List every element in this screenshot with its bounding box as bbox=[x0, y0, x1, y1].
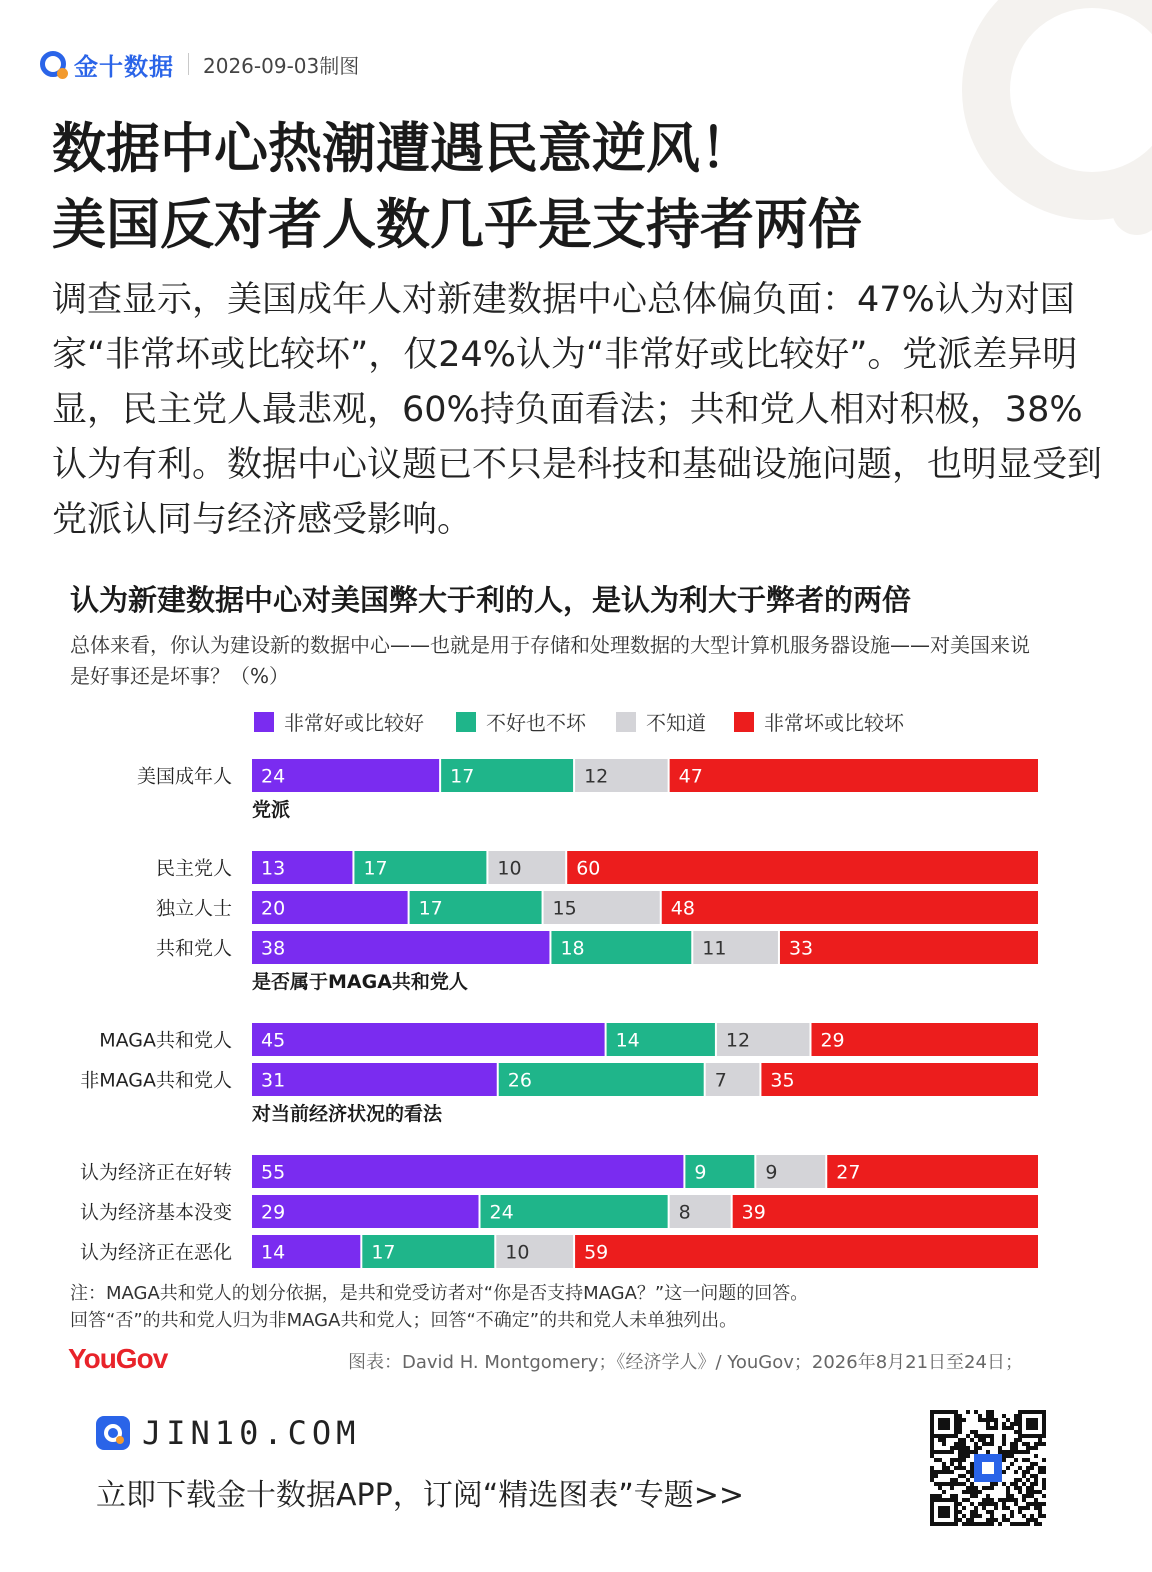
row-label: 共和党人 bbox=[155, 937, 232, 960]
data-label: 29 bbox=[820, 1029, 845, 1052]
group-heading: 是否属于MAGA共和党人 bbox=[252, 971, 468, 993]
bar-segment bbox=[252, 1155, 683, 1188]
legend-swatch-dont-know bbox=[616, 712, 636, 732]
legend-swatch-bad bbox=[734, 712, 754, 732]
legend-item-neutral bbox=[456, 707, 586, 736]
data-label: 35 bbox=[770, 1069, 795, 1092]
headline bbox=[52, 110, 1052, 262]
stacked-bar-chart bbox=[0, 740, 1152, 1270]
site-url[interactable]: JIN10.COM bbox=[142, 1414, 361, 1452]
data-label: 12 bbox=[584, 765, 609, 788]
group-heading: 对当前经济状况的看法 bbox=[252, 1103, 443, 1125]
bar-segment bbox=[252, 1023, 605, 1056]
brand-divider bbox=[188, 53, 189, 75]
legend-item-good bbox=[254, 707, 424, 736]
bar-segment bbox=[252, 931, 549, 964]
legend-label-good: 非常好或比较好 bbox=[284, 711, 424, 735]
data-label: 27 bbox=[836, 1161, 861, 1184]
jin10-logo-icon bbox=[40, 51, 66, 77]
bar-segment bbox=[575, 1235, 1038, 1268]
headline-line-1: 数据中心热潮遭遇民意逆风！ bbox=[52, 116, 754, 180]
data-label: 55 bbox=[261, 1161, 286, 1184]
data-label: 48 bbox=[670, 897, 695, 920]
data-label: 33 bbox=[788, 937, 814, 960]
data-label: 47 bbox=[678, 765, 703, 788]
row-label: 认为经济正在恶化 bbox=[79, 1241, 232, 1264]
data-label: 17 bbox=[450, 765, 475, 788]
yougov-logo: YouGov bbox=[68, 1343, 168, 1374]
data-label: 10 bbox=[505, 1241, 530, 1264]
data-label: 18 bbox=[560, 937, 585, 960]
data-label: 11 bbox=[702, 937, 727, 960]
bar-segment bbox=[670, 759, 1038, 792]
jin10-app-icon bbox=[96, 1416, 130, 1450]
data-label: 59 bbox=[584, 1241, 609, 1264]
note-line-2: 回答“否”的共和党人归为非MAGA共和党人；回答“不确定”的共和党人未单独列出。 bbox=[70, 1310, 738, 1331]
row-label: MAGA共和党人 bbox=[99, 1029, 232, 1052]
data-label: 26 bbox=[507, 1069, 532, 1092]
bar-segment bbox=[252, 1195, 479, 1228]
row-label: 认为经济基本没变 bbox=[79, 1201, 232, 1224]
legend-label-bad: 非常坏或比较坏 bbox=[764, 711, 904, 735]
data-label: 17 bbox=[363, 857, 388, 880]
data-label: 45 bbox=[261, 1029, 286, 1052]
decorative-dot bbox=[1112, 185, 1152, 235]
data-label: 60 bbox=[576, 857, 601, 880]
legend-item-dont-know bbox=[616, 707, 706, 736]
bar-segment bbox=[811, 1023, 1038, 1056]
bar-segment bbox=[780, 931, 1038, 964]
bar-segment bbox=[733, 1195, 1038, 1228]
bar-segment bbox=[567, 851, 1038, 884]
data-label: 13 bbox=[261, 857, 286, 880]
data-label: 17 bbox=[371, 1241, 396, 1264]
data-label: 10 bbox=[497, 857, 522, 880]
download-cta[interactable]: 立即下载金十数据APP，订阅“精选图表”专题>> bbox=[96, 1478, 745, 1513]
data-label: 9 bbox=[765, 1161, 778, 1184]
bar-segment bbox=[662, 891, 1038, 924]
legend-swatch-neutral bbox=[456, 712, 476, 732]
data-label: 8 bbox=[678, 1201, 691, 1224]
data-label: 12 bbox=[725, 1029, 751, 1052]
data-label: 24 bbox=[261, 765, 286, 788]
headline-line-2: 美国反对者人数几乎是支持者两倍 bbox=[52, 192, 862, 256]
row-label: 非MAGA共和党人 bbox=[80, 1069, 232, 1092]
group-heading: 党派 bbox=[252, 799, 291, 821]
legend-label-dont-know: 不知道 bbox=[646, 711, 706, 735]
row-label: 美国成年人 bbox=[136, 765, 232, 788]
legend-swatch-good bbox=[254, 712, 274, 732]
row-label: 认为经济正在好转 bbox=[79, 1161, 232, 1184]
data-label: 17 bbox=[418, 897, 443, 920]
data-label: 39 bbox=[741, 1201, 766, 1224]
chart-question: 总体来看，你认为建设新的数据中心——也就是用于存储和处理数据的大型计算机服务器设施——对美国来说是好事还是坏事？（%） bbox=[70, 633, 1030, 688]
chart-source: 图表：David H. Montgomery；《经济学人》/ YouGov；2026年8月21日至24日； bbox=[348, 1352, 1023, 1373]
legend-label-neutral: 不好也不坏 bbox=[486, 711, 586, 735]
data-label: 14 bbox=[261, 1241, 286, 1264]
note-line-1: 注：MAGA共和党人的划分依据，是共和党受访者对“你是否支持MAGA？”这一问题的回答。 bbox=[70, 1283, 809, 1304]
data-label: 38 bbox=[261, 937, 286, 960]
brand-bar bbox=[40, 46, 359, 82]
legend-item-bad bbox=[734, 707, 904, 736]
data-label: 14 bbox=[615, 1029, 640, 1052]
data-label: 29 bbox=[261, 1201, 286, 1224]
brand-name: 金十数据 bbox=[74, 52, 174, 81]
qr-code-icon[interactable] bbox=[930, 1410, 1046, 1526]
bar-segment bbox=[252, 1063, 497, 1096]
chart-note bbox=[70, 1280, 1050, 1334]
data-label: 20 bbox=[261, 897, 286, 920]
intro-paragraph: 调查显示，美国成年人对新建数据中心总体偏负面：47%认为对国家“非常坏或比较坏”，仅24%认为“非常好或比较好”。党派差异明显，民主党人最悲观，60%持负面看法；共和党人相对积极，38%认为有利。数据中心议题已不只是科技和基础设施问题，也明显受到党派认同与经济感受影响。 bbox=[52, 280, 1103, 540]
data-label: 9 bbox=[694, 1161, 707, 1184]
row-label: 民主党人 bbox=[155, 857, 232, 880]
data-label: 24 bbox=[489, 1201, 514, 1224]
bar-segment bbox=[761, 1063, 1038, 1096]
row-label: 独立人士 bbox=[155, 897, 232, 920]
data-label: 31 bbox=[261, 1069, 286, 1092]
footer-site[interactable] bbox=[96, 1414, 360, 1452]
data-label: 15 bbox=[552, 897, 577, 920]
chart-title: 认为新建数据中心对美国弊大于利的人，是认为利大于弊者的两倍 bbox=[70, 583, 912, 617]
data-label: 7 bbox=[714, 1069, 727, 1092]
chart-date: 2026-09-03制图 bbox=[203, 53, 360, 78]
